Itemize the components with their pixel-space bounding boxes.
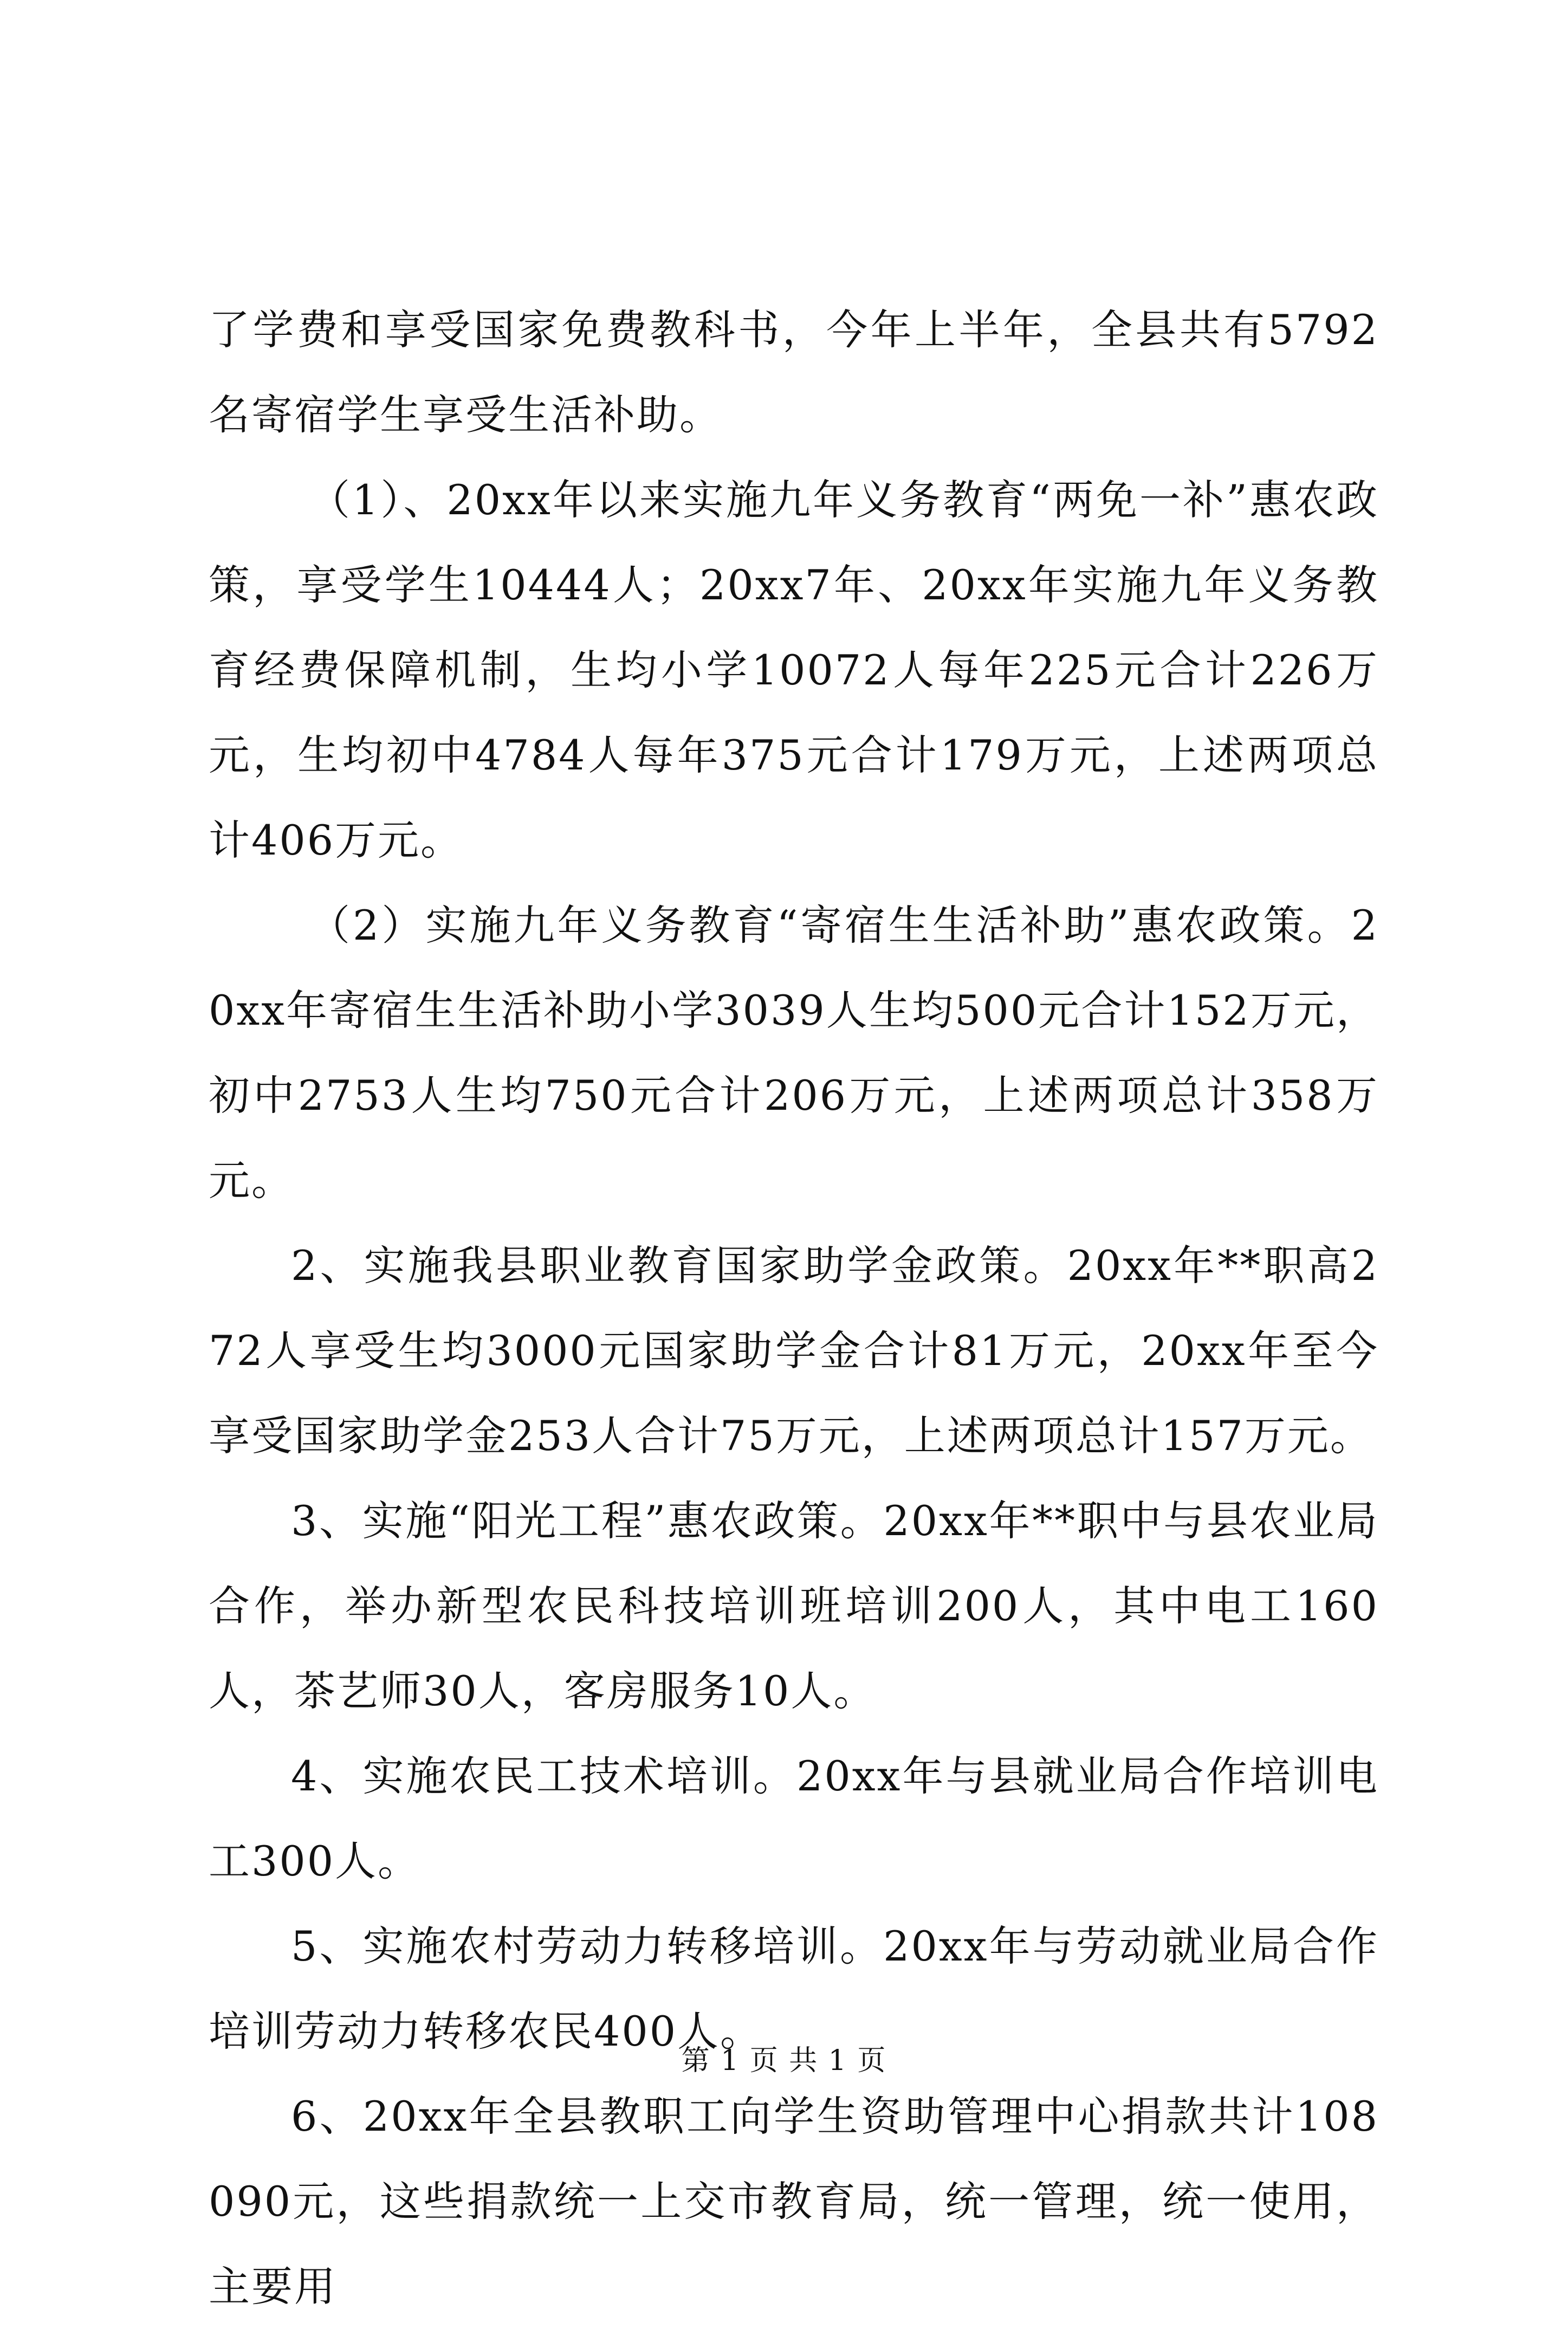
paragraph-item-2: 2、实施我县职业教育国家助学金政策。20xx年**职高272人享受生均3000元国家助学金合计81万元，20xx年至今享受国家助学金253人合计75万元，上述两项总计157万元。	[209, 1241, 1379, 1460]
paragraph-item-1-1: （1）、20xx年以来实施九年义务教育“两免一补”惠农政策，享受学生10444人；20xx7年、20xx年实施九年义务教育经费保障机制，生均小学10072人每年225元合计226万元，生均初中4784人每年375元合计179万元，上述两项总计406万元。	[209, 476, 1379, 864]
paragraph-item-3: 3、实施“阳光工程”惠农政策。20xx年**职中与县农业局合作，举办新型农民科技培训班培训200人，其中电工160人，茶艺师30人，客房服务10人。	[209, 1497, 1379, 1715]
document-body	[209, 287, 1379, 2329]
paragraph-item-6: 6、20xx年全县教职工向学生资助管理中心捐款共计108090元，这些捐款统一上交市教育局，统一管理，统一使用，主要用	[209, 2092, 1379, 2311]
paragraph-item-5: 5、实施农村劳动力转移培训。20xx年与劳动就业局合作培训劳动力转移农民400人。	[209, 1922, 1379, 2055]
paragraph-item-4: 4、实施农民工技术培训。20xx年与县就业局合作培训电工300人。	[209, 1752, 1379, 1885]
paragraph-continuation: 了学费和享受国家免费教科书，今年上半年，全县共有5792名寄宿学生享受生活补助。	[209, 306, 1379, 439]
paragraph-item-1-2: （2）实施九年义务教育“寄宿生生活补助”惠农政策。20xx年寄宿生生活补助小学3039人生均500元合计152万元，初中2753人生均750元合计206万元，上述两项总计358万元。	[209, 901, 1379, 1205]
page-number-footer: 第 1 页 共 1 页	[681, 2045, 887, 2077]
